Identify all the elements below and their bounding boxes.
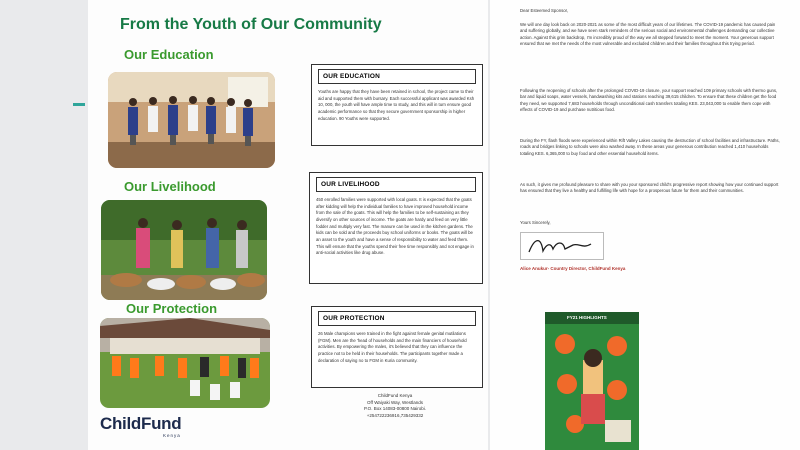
address-line: Off Waiyaki Way, Westlands: [367, 399, 423, 405]
childfund-logo: ChildFund: [100, 414, 182, 433]
livelihood-heading: Our Livelihood: [124, 179, 216, 194]
signer-name: Alice Anukur- Country Director, ChildFund Kenya: [520, 266, 626, 271]
contact-address: [350, 393, 440, 419]
livelihood-box-text: 450 enrolled families were supported with local goats. It is expected that the goats after kidding will help the individual families to have improved household income from the sale of the goats. This will help the families to be self-sustaining as they diversify on other sources of income. The goats are hardy and feed on very little fodder and multiply very fast. The manure can be used in the kitchen gardens. The kids can be sold and the proceeds buy school uniforms or books. The goats will be an asset to the youth and have a sense of responsibility to water and feed them. This will ensure that the youths spend their free time responsibly and not engage in anti-social activities like drug abuse.: [316, 197, 474, 256]
letter-paragraph-1: We will one day look back on 2020-2021 as some of the most difficult years of our lifetimes. The COVID-19 pandemic has caused pain and suffering globally, and we have seen stark reminders of the serious social and environmental challenges demanding our collective action. Against this grim backdrop, I'm incredibly proud of the way we all stepped forward to meet the moment. Your generous support ensured that we met the needs of the most vulnerable and excluded children and their families throughout this trying period.: [520, 22, 776, 47]
letter-paragraph-4: As such, it gives me profound pleasure to share with you your sponsored child's progressive report showing how your continued support has ensured that they live a healthy and fulfilling life with hope for a prosperous future for them and their communities.: [520, 182, 779, 194]
protection-box-title: OUR PROTECTION: [318, 311, 476, 326]
page-title: From the Youth of Our Community: [120, 16, 382, 33]
letter-salutation: Dear Esteemed Sponsor,: [520, 8, 569, 13]
letter-closing: Yours Sincerely,: [520, 220, 551, 225]
protection-box: [311, 306, 483, 388]
address-line: P.O. Box 14083-00800 Nairobi.: [364, 406, 426, 412]
education-box: [311, 64, 483, 146]
letter-paragraph-2: Following the reopening of schools after the prolonged COVID-19 closure, your support reached 109 primary schools with thermo guns, bar and liquid soaps, water vessels, handwashing kits and stations reaching 39,615 children. To ensure that these children get the food they need, we supported 7,683 households through unconditional cash transfers totaling KES. 23,043,000 to enable them cope with effects of COVID-19 and purchase nutritious food.: [520, 88, 778, 113]
letter-paragraph-3: During the FY, flash floods were experienced within Rift Valley Lakes causing the destruction of school facilities and infrastructure. Paths, roads and bridges linking to schools were also washed away. In these areas your generous contribution reached 1,410 households totaling KES. 6,365,000 to buy food and other essential household items.: [520, 138, 780, 156]
education-box-title: OUR EDUCATION: [318, 69, 476, 84]
highlights-brochure: [545, 312, 639, 450]
address-line: ChildFund Kenya: [377, 393, 413, 398]
brochure-title: FY21 HIGHLIGHTS: [545, 312, 639, 324]
childfund-logo-sub: Kenya: [163, 433, 181, 438]
protection-photo: [100, 318, 270, 408]
education-box-text: Youths are happy that they have been retained in school, the project came to their aid and supported them with bursary. Each successful applicant was awarded Ksh 10, 000, the youth will have ample time to study, and this will in turn ensure good academic performance so that they secure government sponsorship in higher education. 90 Youths were supported.: [318, 89, 475, 121]
protection-heading: Our Protection: [126, 301, 218, 316]
signature: [520, 232, 604, 260]
education-photo: [108, 72, 275, 168]
accent-dash: [73, 103, 85, 106]
livelihood-photo: [101, 200, 267, 300]
livelihood-box: [309, 172, 483, 284]
education-heading: Our Education: [124, 47, 214, 62]
protection-box-text: 26 Male champions were trained in the fight against female genital mutilations (FGM). Men are the 'head of households and the main financiers of household activities. By empowering the males, it's believed that they can influence the practice not to be held in their households. The participants together made a declaration of saying no to FGM in Kuria community.: [318, 331, 467, 363]
address-line: +254722236916,735429332: [366, 412, 424, 418]
livelihood-box-title: OUR LIVELIHOOD: [316, 177, 476, 192]
